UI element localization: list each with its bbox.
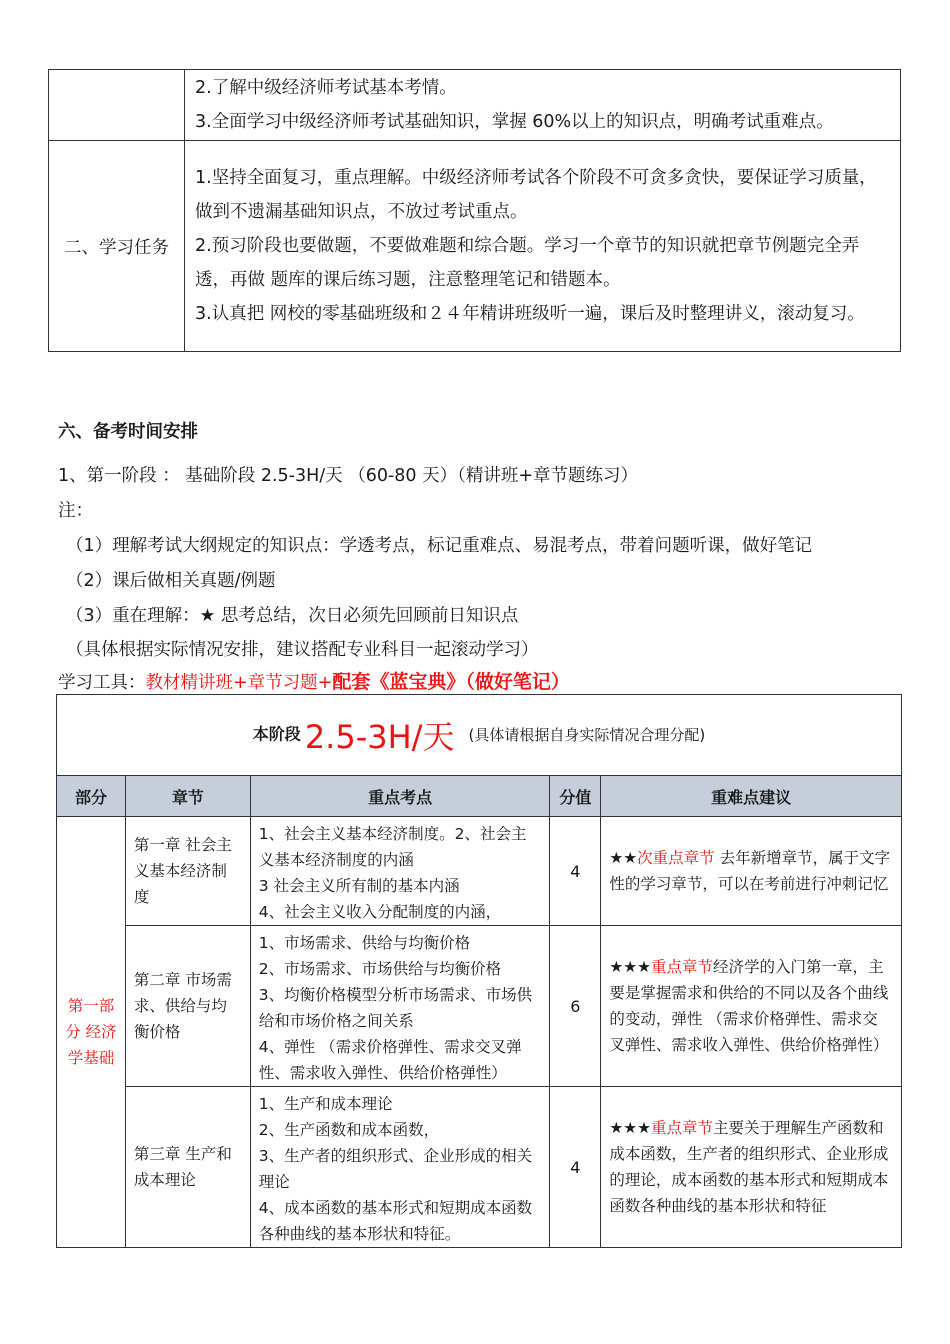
key-point: 2、市场需求、市场供给与均衡价格	[258, 960, 502, 978]
table-header-row	[57, 776, 902, 817]
key-point: 1、生产和成本理论	[258, 1095, 393, 1113]
content-line: 2.了解中级经济师考试基本考情。	[195, 78, 457, 98]
key-point: 1、市场需求、供给与均衡价格	[258, 934, 471, 952]
chapter-cell: 第一章 社会主义基本经济制度	[125, 817, 250, 926]
star-rating: ★★★	[609, 958, 652, 976]
content-line: 3.全面学习中级经济师考试基础知识，掌握 60%以上的知识点，明确考试重难点。	[195, 112, 834, 132]
key-points-cell	[250, 926, 550, 1087]
chapter-cell: 第二章 市场需求、供给与均衡价格	[125, 926, 250, 1087]
table-title-row	[57, 695, 902, 776]
row-label	[49, 70, 185, 141]
importance-tag: 重点章节	[651, 1119, 714, 1137]
key-point: 2、生产函数和成本函数，	[258, 1121, 440, 1139]
content-line: 1.坚持全面复习，重点理解。中级经济师考试各个阶段不可贪多贪快，要保证学习质量，做到不遗漏基础知识点，不放过考试重点。	[195, 168, 877, 222]
table-row	[57, 817, 902, 926]
table-row	[49, 70, 901, 141]
note-item: （3）重在理解：★ 思考总结，次日必须先回顾前日知识点	[66, 606, 519, 626]
table-row	[49, 141, 901, 352]
title-prefix: 本阶段	[252, 724, 301, 744]
header-cell: 章节	[125, 776, 250, 817]
key-point: 3、均衡价格模型分析市场需求、市场供给和市场价格之间关系	[258, 986, 533, 1030]
row-content	[185, 141, 901, 352]
score-cell: 4	[550, 1087, 601, 1248]
key-point: 4、成本函数的基本形式和短期成本函数各种曲线的基本形状和特征。	[258, 1199, 533, 1243]
part-cell: 第一部分 经济学基础	[57, 817, 126, 1248]
key-point: 3、生产者的组织形式、企业形成的相关理论	[258, 1147, 533, 1191]
note-item: （具体根据实际情况安排，建议搭配专业科目一起滚动学习）	[66, 640, 539, 660]
note-item: （1）理解考试大纲规定的知识点：学透考点，标记重难点、易混考点，带着问题听课，做好笔记	[66, 536, 813, 556]
header-cell: 部分	[57, 776, 126, 817]
star-rating: ★★	[609, 849, 638, 867]
table-title	[57, 695, 902, 776]
tools-line	[58, 667, 570, 694]
tools-label: 学习工具：	[58, 673, 146, 693]
table-row	[57, 926, 902, 1087]
table-row	[57, 1087, 902, 1248]
title-note: (具体请根据自身实际情况合理分配)	[468, 725, 706, 744]
note-label: 注：	[58, 501, 93, 521]
advice-text: 去年新增章节，属于文字性的学习章节，可以在考前进行冲刺记忆	[609, 849, 891, 893]
chapter-cell: 第三章 生产和成本理论	[125, 1087, 250, 1248]
tools-bold-text: 配套《蓝宝典》（做好笔记）	[332, 671, 570, 693]
key-point: 4、社会主义收入分配制度的内涵，	[258, 903, 502, 921]
star-rating: ★★★	[609, 1119, 652, 1137]
key-point: 1、社会主义基本经济制度。2、社会主义基本经济制度的内涵	[258, 825, 527, 869]
stage-plan-table	[56, 694, 902, 1248]
key-points-cell	[250, 817, 550, 926]
row-content	[185, 70, 901, 141]
title-hours: 2.5-3H/天	[304, 718, 455, 756]
advice-text: 经济学的入门第一章，主要是掌握需求和供给的不同以及各个曲线的变动，弹性 （需求价格弹性、需求交叉弹性、需求收入弹性、供给价格弹性）	[609, 958, 889, 1054]
importance-tag: 次重点章节	[637, 849, 715, 867]
importance-tag: 重点章节	[651, 958, 714, 976]
header-cell: 重难点建议	[601, 776, 902, 817]
content-line: 3.认真把 网校的零基础班级和２４年精讲班级听一遍，课后及时整理讲义，滚动复习。	[195, 304, 865, 324]
score-cell: 4	[550, 817, 601, 926]
key-point: 3 社会主义所有制的基本内涵	[258, 877, 460, 895]
study-plan-top-table	[48, 69, 901, 352]
advice-text: 主要关于理解生产函数和成本函数，生产者的组织形式、企业形成的理论，成本函数的基本形式和短期成本函数各种曲线的基本形状和特征	[609, 1119, 889, 1215]
note-item: （2）课后做相关真题/例题	[66, 571, 276, 591]
content-line: 2.预习阶段也要做题，不要做难题和综合题。学习一个章节的知识就把章节例题完全弄透，再做 题库的课后练习题，注意整理笔记和错题本。	[195, 236, 860, 290]
row-label: 二、学习任务	[49, 141, 185, 352]
score-cell: 6	[550, 926, 601, 1087]
stage-line: 1、第一阶段 ： 基础阶段 2.5-3H/天 （60-80 天）（精讲班+章节题练习）	[58, 466, 639, 486]
tools-red-text: 教材精讲班+章节习题+	[145, 673, 333, 693]
advice-cell	[601, 817, 902, 926]
section-title: 六、备考时间安排	[58, 422, 198, 442]
key-point: 4、弹性 （需求价格弹性、需求交叉弹性、需求收入弹性、供给价格弹性）	[258, 1038, 522, 1082]
advice-cell	[601, 926, 902, 1087]
header-cell: 重点考点	[250, 776, 550, 817]
advice-cell	[601, 1087, 902, 1248]
header-cell: 分值	[550, 776, 601, 817]
key-points-cell	[250, 1087, 550, 1248]
